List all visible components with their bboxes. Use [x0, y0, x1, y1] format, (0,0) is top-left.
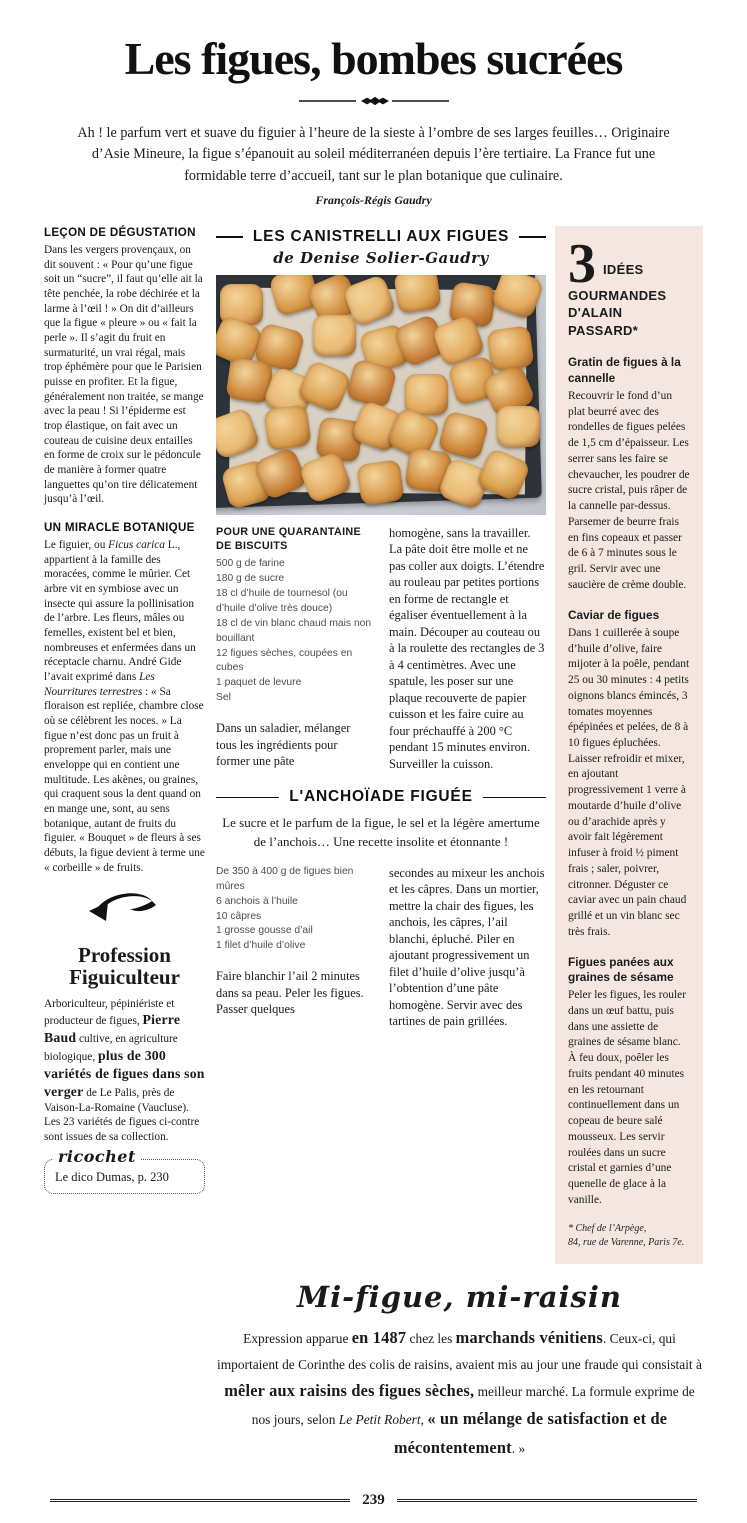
- idea-heading: Caviar de figues: [568, 607, 660, 622]
- idea-heading: Gratin de figues à la cannelle: [568, 355, 681, 385]
- ingredient-line: 1 filet d’huile d’olive: [216, 940, 306, 952]
- ingredient-line: 1 grosse gousse d’ail: [216, 925, 313, 937]
- ingredient-line: 18 cl de vin blanc chaud mais non bouillant: [216, 617, 372, 644]
- footer-rule-right: [397, 1499, 697, 1502]
- ingredient-line: 10 câpres: [216, 910, 262, 922]
- ideas-word2: GOURMANDES: [568, 287, 667, 303]
- footer-rule-left: [50, 1499, 350, 1502]
- canistrelli-step-right: homogène, sans la travailler. La pâte doit être molle et ne pas coller aux doigts. L’étendre au rouleau par petites portions en forme de rectangle et égaliser éventuellement à la main. Découper au couteau ou à la roulette des rectangles de 3 à 4 centimètres. Avec une spatule, les poser sur une plaque recouverte de papier cuisson et les faire cuire au four préchauffé à 200 °C pendant 15 minutes environ. Surveiller la cuisson.: [389, 525, 545, 771]
- canistrelli-yield: POUR UNE QUARANTAINE DE BISCUITS: [216, 525, 361, 553]
- anchoiade-body: [216, 865, 546, 1030]
- ingredient-line: 180 g de sucre: [216, 572, 285, 584]
- ideas-word1: IDÉES: [603, 261, 644, 277]
- canistrelli-left-col: [216, 525, 373, 773]
- title-divider-ornament: [44, 95, 703, 107]
- curved-arrow-icon: [44, 889, 205, 936]
- ideas-title-block: [568, 232, 691, 339]
- content-columns: [44, 226, 703, 1462]
- anchoiade-step-right: secondes au mixeur les anchois et les câpres. Dans un mortier, mettre la chair des figues, les anchois, les câpres, l’ail blanchi, épluché. Piler en ajoutant progressivement un filet d’huile d’olive jusqu’à l’obtention d’une pâte homogène. Servir avec des tartines de pain grillées.: [389, 865, 545, 1029]
- ingredient-line: 1 paquet de levure: [216, 677, 302, 689]
- anchoiade-header: [216, 788, 546, 806]
- ricochet-reference: Le dico Dumas, p. 230: [55, 1169, 169, 1184]
- ingredient-line: Sel: [216, 692, 231, 704]
- biscuits-layer: [216, 275, 546, 515]
- ideas-word3: D'ALAIN PASSARD*: [568, 305, 639, 338]
- page-number: 239: [362, 1492, 385, 1509]
- rule-left: [216, 797, 279, 799]
- page-title: Les figues, bombes sucrées: [124, 33, 623, 84]
- degustation-heading: LEÇON DE DÉGUSTATION: [44, 225, 196, 239]
- mifigue-title: Mi-figue, mi-raisin: [297, 1280, 622, 1315]
- divider-icon: [299, 95, 449, 107]
- ingredient-line: 6 anchois à l’huile: [216, 895, 298, 907]
- idea-body: Recouvrir le fond d’un plat beurré avec des rondelles de figues pelées de 1,5 cm d’épaisseur. Les serrer sans les faire se chevaucher, les poudrer de sucre cristal, puis râper de la cannelle par-dessus. Parsemer de beurre frais en fins copeaux et passer de 6 à 7 minutes sous le gril. Servir avec une saucière de crème double.: [568, 389, 690, 591]
- rule-left: [216, 236, 243, 238]
- intro-text: Ah ! le parfum vert et suave du figuier à l’heure de la sieste à l’ombre de ses larges feuilles… Originaire d’Asie Mineure, la figue s’épanouit au soleil méditerranéen depuis l’ère tertiaire. La France fut une formidable terre d’accueil, tant sur le plan botanique que culinaire.: [77, 125, 670, 184]
- anchoiade-step-left: Faire blanchir l’ail 2 minutes dans sa peau. Peler les figues. Passer quelques: [216, 969, 364, 1017]
- footnote-line1: * Chef de l’Arpège,: [568, 1223, 647, 1235]
- recipe-photo: [216, 275, 546, 515]
- anchoiade-title: L'ANCHOÏADE FIGUÉE: [289, 788, 473, 806]
- idea-heading: Figues panées aux graines de sésame: [568, 954, 674, 984]
- profession-heading: Profession Figuiculteur: [69, 943, 180, 990]
- ingredient-line: 500 g de farine: [216, 558, 285, 570]
- idea-body: Peler les figues, les rouler dans un œuf battu, puis dans une assiette de graines de sésame blanc. À feu doux, poêler les fruits pendant 40 minutes en les retournant continuellement dans un copeau de beure salé mousseux. Les servir roulées dans un sucre cristal et garnies d’une quenelle de glace à la vanille.: [568, 989, 686, 1206]
- canistrelli-step-left: Dans un saladier, mélanger tous les ingrédients pour former une pâte: [216, 721, 351, 769]
- mifigue-section: [216, 1280, 703, 1462]
- rule-right: [483, 797, 546, 799]
- canistrelli-header: [216, 228, 546, 246]
- miracle-heading: UN MIRACLE BOTANIQUE: [44, 520, 195, 534]
- ricochet-label: ricochet: [53, 1147, 141, 1166]
- ingredient-line: De 350 à 400 g de figues bien mûres: [216, 865, 354, 892]
- ricochet-box: [44, 1146, 205, 1194]
- ingredient-line: 12 figues sèches, coupées en cubes: [216, 647, 353, 674]
- main-area: [216, 226, 703, 1462]
- left-column: [44, 226, 205, 1194]
- canistrelli-body: [216, 525, 546, 773]
- canistrelli-right-col: [389, 525, 546, 773]
- profession-body: Arboriculteur, pépiniériste et producteur de figues, Pierre Baud cultive, en agriculture biologique, plus de 300 variétés de figues dans son verger de Le Palis, près de Vaison-La-Romaine (Vaucluse). Les 23 variétés de figues ci-contre sont issues de sa collection.: [44, 997, 205, 1144]
- idea-body: Dans 1 cuillerée à soupe d’huile d’olive, faire mijoter à la poêle, pendant 25 ou 30 minutes : 4 petits oignons blancs émincés, 3 tomates moyennes épépinées et pelées, de 8 à 10 figues épluchées. Laisser refroidir et mixer, en ajoutant progressivement 1 verre à moutarde d’huile d’olive ou d’arachide après y avoir fait légèrement infuser à froid ½ piment frais ; saler, poivrer, citronner. Déguster ce caviar avec un pain chaud grillé et un vin blanc sec très frais.: [568, 626, 690, 938]
- degustation-body: Dans les vergers provençaux, on dit souvent : « Pour qu’une figue soit un “sucre”, il faut qu’elle ait la tête penchée, la robe déchirée et la larme à l’œil ! » On dit d’ailleurs que la figue « pleure » ou « fait la perle ». Il s’agit du fruit en surmaturité, un vrai régal, mais trop éphémère pour que le Parisien puisse en profiter. Et la figue, généralement non traitée, se mange avec la peau ! Si l’épiderme est trop élastique, on fait avec un couteau de cuisine deux entailles en forme de croix sur le pédoncule de manière à former quatre languettes qu’on tire délicatement jusqu’à l’œil.: [44, 243, 204, 506]
- footnote-line2: 84, rue de Varenne, Paris 7e.: [568, 1237, 685, 1249]
- canistrelli-title: LES CANISTRELLI AUX FIGUES: [252, 227, 510, 245]
- miracle-body: Le figuier, ou Ficus carica L., appartient à la famille des moracées, comme le mûrier. Cet arbre vit en symbiose avec un insecte qui assure la pollinisation de l’arbre. Les fleurs, mâles ou femelles, existent bel et bien, nombreuses et enfermées dans un réceptacle charnu. André Gide l’avait exprimé dans Les Nourritures terrestres : « Sa floraison est repliée, chambre close où se célèbrent les noces. » La figue n’est donc pas un fruit à proprement parler, mais une enveloppe qui en contient une multitude. Les akènes, ou graines, qui craquent sous la dent quand on en mange une, sont, au sens botanique, autant de fruits du figuier. « Bouquet » de fleurs à ses débuts, la figue devient à terme une « corbeille » de fruits.: [44, 538, 205, 874]
- ideas-footnote: [568, 1222, 691, 1250]
- mifigue-body: Expression apparue en 1487 chez les marchands vénitiens. Ceux-ci, qui importaient de Corinthe des colis de raisins, avaient mis au jour une fraude qui consistait à mêler aux raisins des figues sèches, meilleur marché. La formule exprime de nos jours, selon Le Petit Robert, « un mélange de satisfaction et de mécontentement. »: [217, 1328, 702, 1457]
- anchoiade-left-col: [216, 865, 373, 1030]
- ideas-sidebar: [555, 226, 703, 1265]
- ingredient-line: 18 cl d’huile de tournesol (ou d’huile d’olive très douce): [216, 587, 348, 614]
- ideas-number: 3: [568, 232, 596, 295]
- page-footer: [50, 1492, 697, 1523]
- middle-column: [216, 226, 546, 1030]
- anchoiade-right-col: [389, 865, 546, 1030]
- canistrelli-author: de Denise Solier-Gaudry: [273, 248, 489, 267]
- anchoiade-intro: Le sucre et le parfum de la figue, le sel et la légère amertume de l’anchois… Une recette insolite et étonnante !: [222, 815, 540, 849]
- byline: François-Régis Gaudry: [315, 192, 432, 207]
- rule-right: [519, 236, 546, 238]
